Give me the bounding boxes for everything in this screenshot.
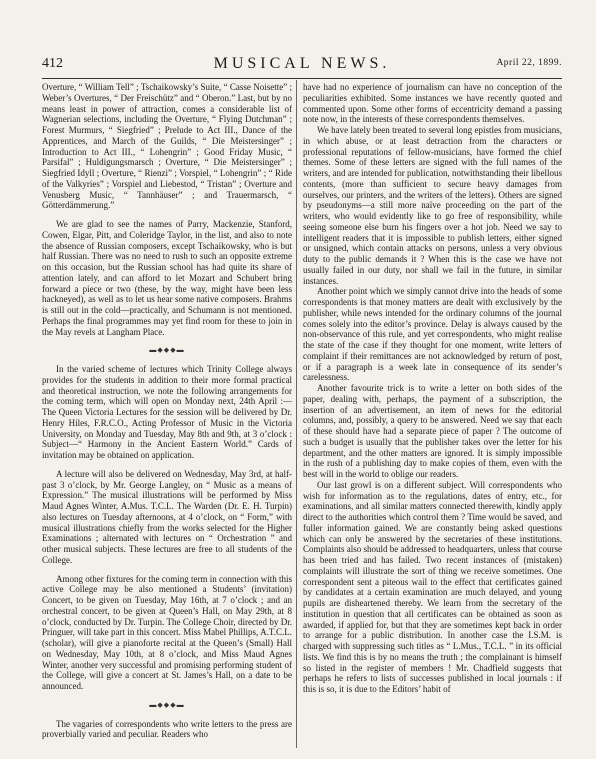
page-header: [42, 56, 562, 76]
paragraph: The vagaries of correspondents who write letters to the press are proverbially varied and peculiar. Readers who: [42, 718, 292, 740]
paragraph: Another point which we simply cannot drive into the heads of some correspondents is that money matters are dealt with exclusively by the publisher, while news intended for the ordinary columns of the journal comes solely into the editor’s province. Delay is always caused by the non-observance of this rule, and yet correspondents, who might realise the state of the case if they thought for one moment, write letters of complaint if their remittances are not acknowledged by return of post, or if a paragraph is a week late in consequence of its sender’s carelessness.: [303, 286, 562, 383]
paragraph: We have lately been treated to several long epistles from musicians, in which abuse, or at least detraction from the characters or professional reputations of fellow-musicians, have formed the chief themes. Some of these letters are signed with the full names of the writers, and are intended for publication, notwithstanding their libellous contents, (more than sufficient to secure heavy damages from ourselves, our printers, and the writers of the letters). Others are signed by pseudonyms—a still more naïve proceeding on the part of the writers, who would evidently like to go free of responsibility, while seeing someone else burn his fingers over a hot job. Need we say to intelligent readers that it is impossible to publish letters, either signed or unsigned, which contain attacks on persons, unless a very obvious duty to the public demands it ? When this is the case we have not usually failed in our duty, nor shall we fail in the future, in similar instances.: [303, 125, 562, 286]
section-ornament: ▬◆◆◆▬: [149, 346, 185, 355]
journal-title: MUSICAL NEWS.: [213, 55, 391, 72]
paragraph: Overture, “ William Tell” ; Tschaikowsky’s Suite, “ Casse Noisette” ; Weber’s Overtures, “ Der Freischütz” and “ Oberon.” Last, but by no means least in power of attraction, comes a considerable list of Wagnerian selections, including the Overture, “ Flying Dutchman” ; Forest Murmurs, “ Siegfried” ; Prelude to Act III., Dance of the Apprentices, and March of the Guilds, “ Die Meistersinger” ; Introduction to Act III., “ Lohengrin” ; Good Friday Music, “ Parsifal” ; Huldigungsmarsch ; Overture, “ Die Meistersinger” ; Siegfried Idyll ; Overture, “ Rienzi” ; Vorspiel, “ Lohengrin” ; “ Ride of the Valkyries” ; Vorspiel and Liebestod, “ Tristan” ; Overture and Venusberg Music, “ Tannhäuser” ; and Trauermarsch, “ Götterdämmerung.”: [42, 82, 292, 211]
column-divider: [296, 80, 297, 748]
section-ornament: ▬◆◆◆▬: [149, 700, 185, 709]
left-column: [42, 82, 292, 740]
paragraph: Another favourite trick is to write a letter on both sides of the paper, dealing with, perhaps, the payment of a subscription, the insertion of an advertisement, an item of news for the editorial columns, and, possibly, a query to be answered. Need we say that each of these should have had a separate piece of paper ? The outcome of such a budget is usually that the publisher takes over the letter for his department, and the other matters are ignored. It is simply impossible in the rush of a publishing day to make copies of them, even with the best will in the world to oblige our readers.: [303, 383, 562, 479]
paragraph: A lecture will also be delivered on Wednesday, May 3rd, at half-past 3 o’clock, by Mr. George Langley, on “ Music as a means of Expression.” The musical illustrations will be performed by Miss Maud Agnes Winter, A.Mus. T.C.L. The Warden (Dr. E. H. Turpin) also lectures on Tuesday afternoons, at 4 o’clock, on “ Form,” with musical illustrations chiefly from the works selected for the Higher Examinations ; alternated with lectures on “ Orchestration ” and other musical subjects. These lectures are free to all students of the College.: [42, 468, 292, 565]
paragraph: Our last growl is on a different subject. Will correspondents who wish for information as to the regulations, dates of entry, etc., for examinations, and all similar matters connected therewith, kindly apply direct to the authorities which control them ? Time would be saved, and fuller information gained. We are constantly being asked questions which can only be answered by the secretaries of these institutions. Complaints also should be addressed to headquarters, unless that course has been tried and has failed. Two recent instances of (mistaken) complaints will illustrate the sort of thing we receive sometimes. One correspondent sent a piteous wail to the effect that certificates gained by candidates at a certain examination are much delayed, and young pupils are disheartened thereby. We learn from the secretary of the institution in question that all certificates can be obtained as soon as awarded, if applied for, but that they are sometimes kept back in order to arrange for a public distribution. In another case the I.S.M. is charged with suppressing such titles as “ L.Mus., T.C.L. ” in its official lists. We find this is by no means the truth ; the complainant is himself so listed in the register of members ! Mr. Chadfield suggests that perhaps he refers to lists of successes published in local journals : if this is so, it is due to the Editors’ habit of: [303, 479, 562, 694]
paragraph: have had no experience of journalism can have no conception of the peculiarities exhibited. Some instances we have recently quoted and commented upon. Some other forms of eccentricity demand a passing note now, in the interests of these correspondents themselves.: [303, 82, 562, 125]
header-rule: [42, 78, 562, 79]
page-number: 412: [42, 56, 63, 71]
paragraph: We are glad to see the names of Parry, Mackenzie, Stanford, Cowen, Elgar, Pitt, and Coleridge Taylor, in the list, and also to note the absence of Russian composers, except Tschaikowsky, who is but half Russian. There was no need to rush to such an opposite extreme on this occasion, but the Russian school has had quite its share of attention lately, and can afford to let Mozart and Schubert bring forward a piece or two (these, by the way, might have been less hackneyed), as well as to let us hear some native composers. Brahms is still out in the cold—practically, and Schumann is not mentioned. Perhaps the final programmes may yet find room for these to join in the May revels at Langham Place.: [42, 219, 292, 337]
paragraph: Among other fixtures for the coming term in connection with this active College may be also mentioned a Students’ (invitation) Concert, to be given on Tuesday, May 16th, at 7 o’clock ; and an orchestral concert, to be given at Queen’s Hall, on May 29th, at 8 o’clock, conducted by Dr. Turpin. The College Choir, directed by Dr. Pringuer, will take part in this concert. Miss Mabel Phillips, A.T.C.L. (scholar), will give a pianoforte recital at the Queen’s (Small) Hall on Wednesday, May 10th, at 8 o’clock, and Miss Maud Agnes Winter, another very successful and promising performing student of the College, will give a concert at St. James’s Hall, on a date to be announced.: [42, 573, 292, 691]
paragraph: In the varied scheme of lectures which Trinity College always provides for the students in addition to their more formal practical and theoretical instruction, we note the following arrangements for the coming term, which will open on Monday next, 24th April :—The Queen Victoria Lectures for the session will be delivered by Dr. Henry Hiles, F.R.C.O., Acting Professor of Music in the Victoria University, on Monday and Tuesday, May 8th and 9th, at 3 o’clock : Subject—“ Harmony in the Ancient Eastern World.” Cards of invitation may be obtained on application.: [42, 364, 292, 460]
issue-date: April 22, 1899.: [496, 58, 562, 68]
right-column: [303, 82, 562, 695]
